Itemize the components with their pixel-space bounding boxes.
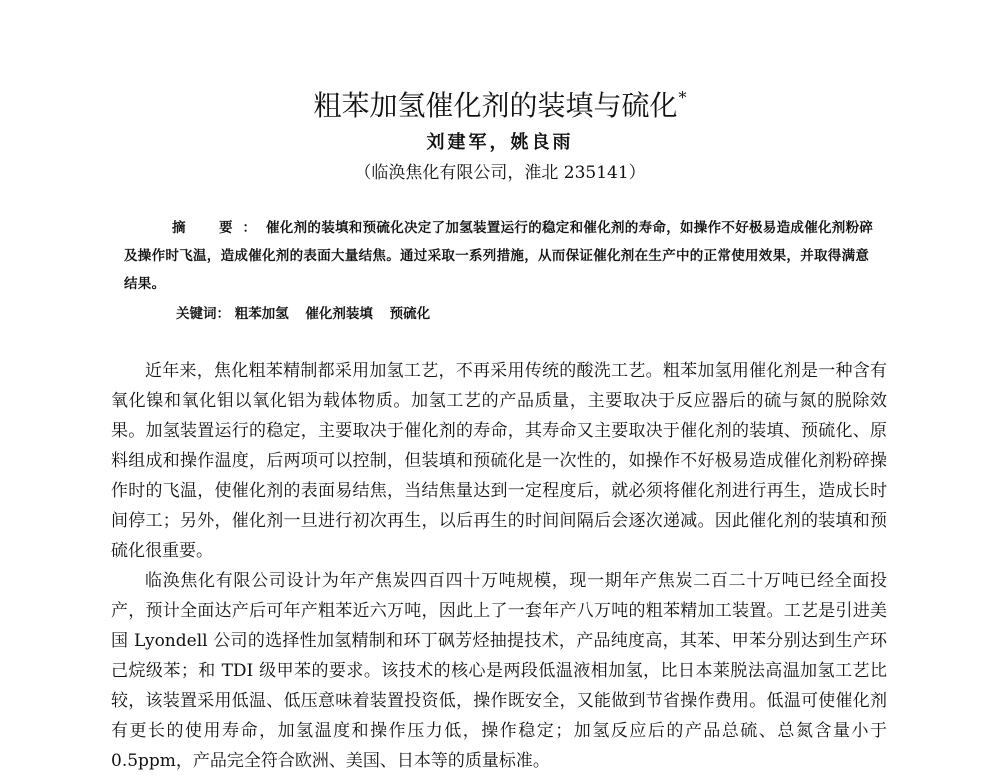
keywords-label: 关键词： <box>176 306 230 322</box>
body-paragraph: 临涣焦化有限公司设计为年产焦炭四百四十万吨规模，现一期年产焦炭二百二十万吨已经全面投产，预计全面达产后可年产粗苯近六万吨，因此上了一套年产八万吨的粗苯精加工装置。工艺是引进美国 Lyondell 公司的选择性加氢精制和环丁砜芳烃抽提技术，产品纯度高，其苯、甲苯分别达到生产环己烷级苯；和 TDI 级甲苯的要求。该技术的核心是两段低温液相加氢，比日本莱脱法高温加氢工艺比较，该装置采用低温、低压意味着装置投资低，操作既安全，又能做到节省操作费用。低温可使催化剂有更长的使用寿命，加氢温度和操作压力低，操作稳定；加氢反应后的产品总硫、总氮含量小于 0.5ppm，产品完全符合欧洲、美国、日本等的质量标准。 <box>111 571 887 771</box>
keyword-item: 粗苯加氢 <box>234 306 289 322</box>
affiliation: （临涣焦化有限公司，淮北 235141） <box>354 163 646 183</box>
abstract-text: 催化剂的装填和预硫化决定了加氢装置运行的稳定和催化剂的寿命，如操作不好极易造成催化剂粉碎及操作时飞温，造成催化剂的表面大量结焦。通过采取一系列措施，从而保证催化剂在生产中的正常使用效果，并取得满意结果。 <box>124 220 874 292</box>
abstract-label: 摘 要： <box>172 220 266 236</box>
keyword-item: 催化剂装填 <box>305 306 373 322</box>
body-paragraph: 近年来，焦化粗苯精制都采用加氢工艺，不再采用传统的酸洗工艺。粗苯加氢用催化剂是一种含有氧化镍和氧化钼以氧化铝为载体物质。加氢工艺的产品质量，主要取决于反应器后的硫与氮的脱除效果。加氢装置运行的稳定，主要取决于催化剂的寿命，其寿命又主要取决于催化剂的装填、预硫化、原料组成和操作温度，后两项可以控制，但装填和预硫化是一次性的，如操作不好极易造成催化剂粉碎操作时的飞温，使催化剂的表面易结焦，当结焦量达到一定程度后，就必须将催化剂进行再生，造成长时间停工；另外，催化剂一旦进行初次再生，以后再生的时间间隔后会逐次递减。因此催化剂的装填和预硫化很重要。 <box>111 361 887 561</box>
title-text: 粗苯加氢催化剂的装填与硫化 <box>313 89 678 122</box>
keywords <box>176 300 430 328</box>
authors: 刘建军，姚良雨 <box>426 132 574 153</box>
keyword-item: 预硫化 <box>389 306 431 322</box>
body-text <box>111 356 887 776</box>
paper-title <box>0 78 1000 126</box>
title-footnote-marker: * <box>678 88 687 107</box>
abstract <box>124 214 874 298</box>
